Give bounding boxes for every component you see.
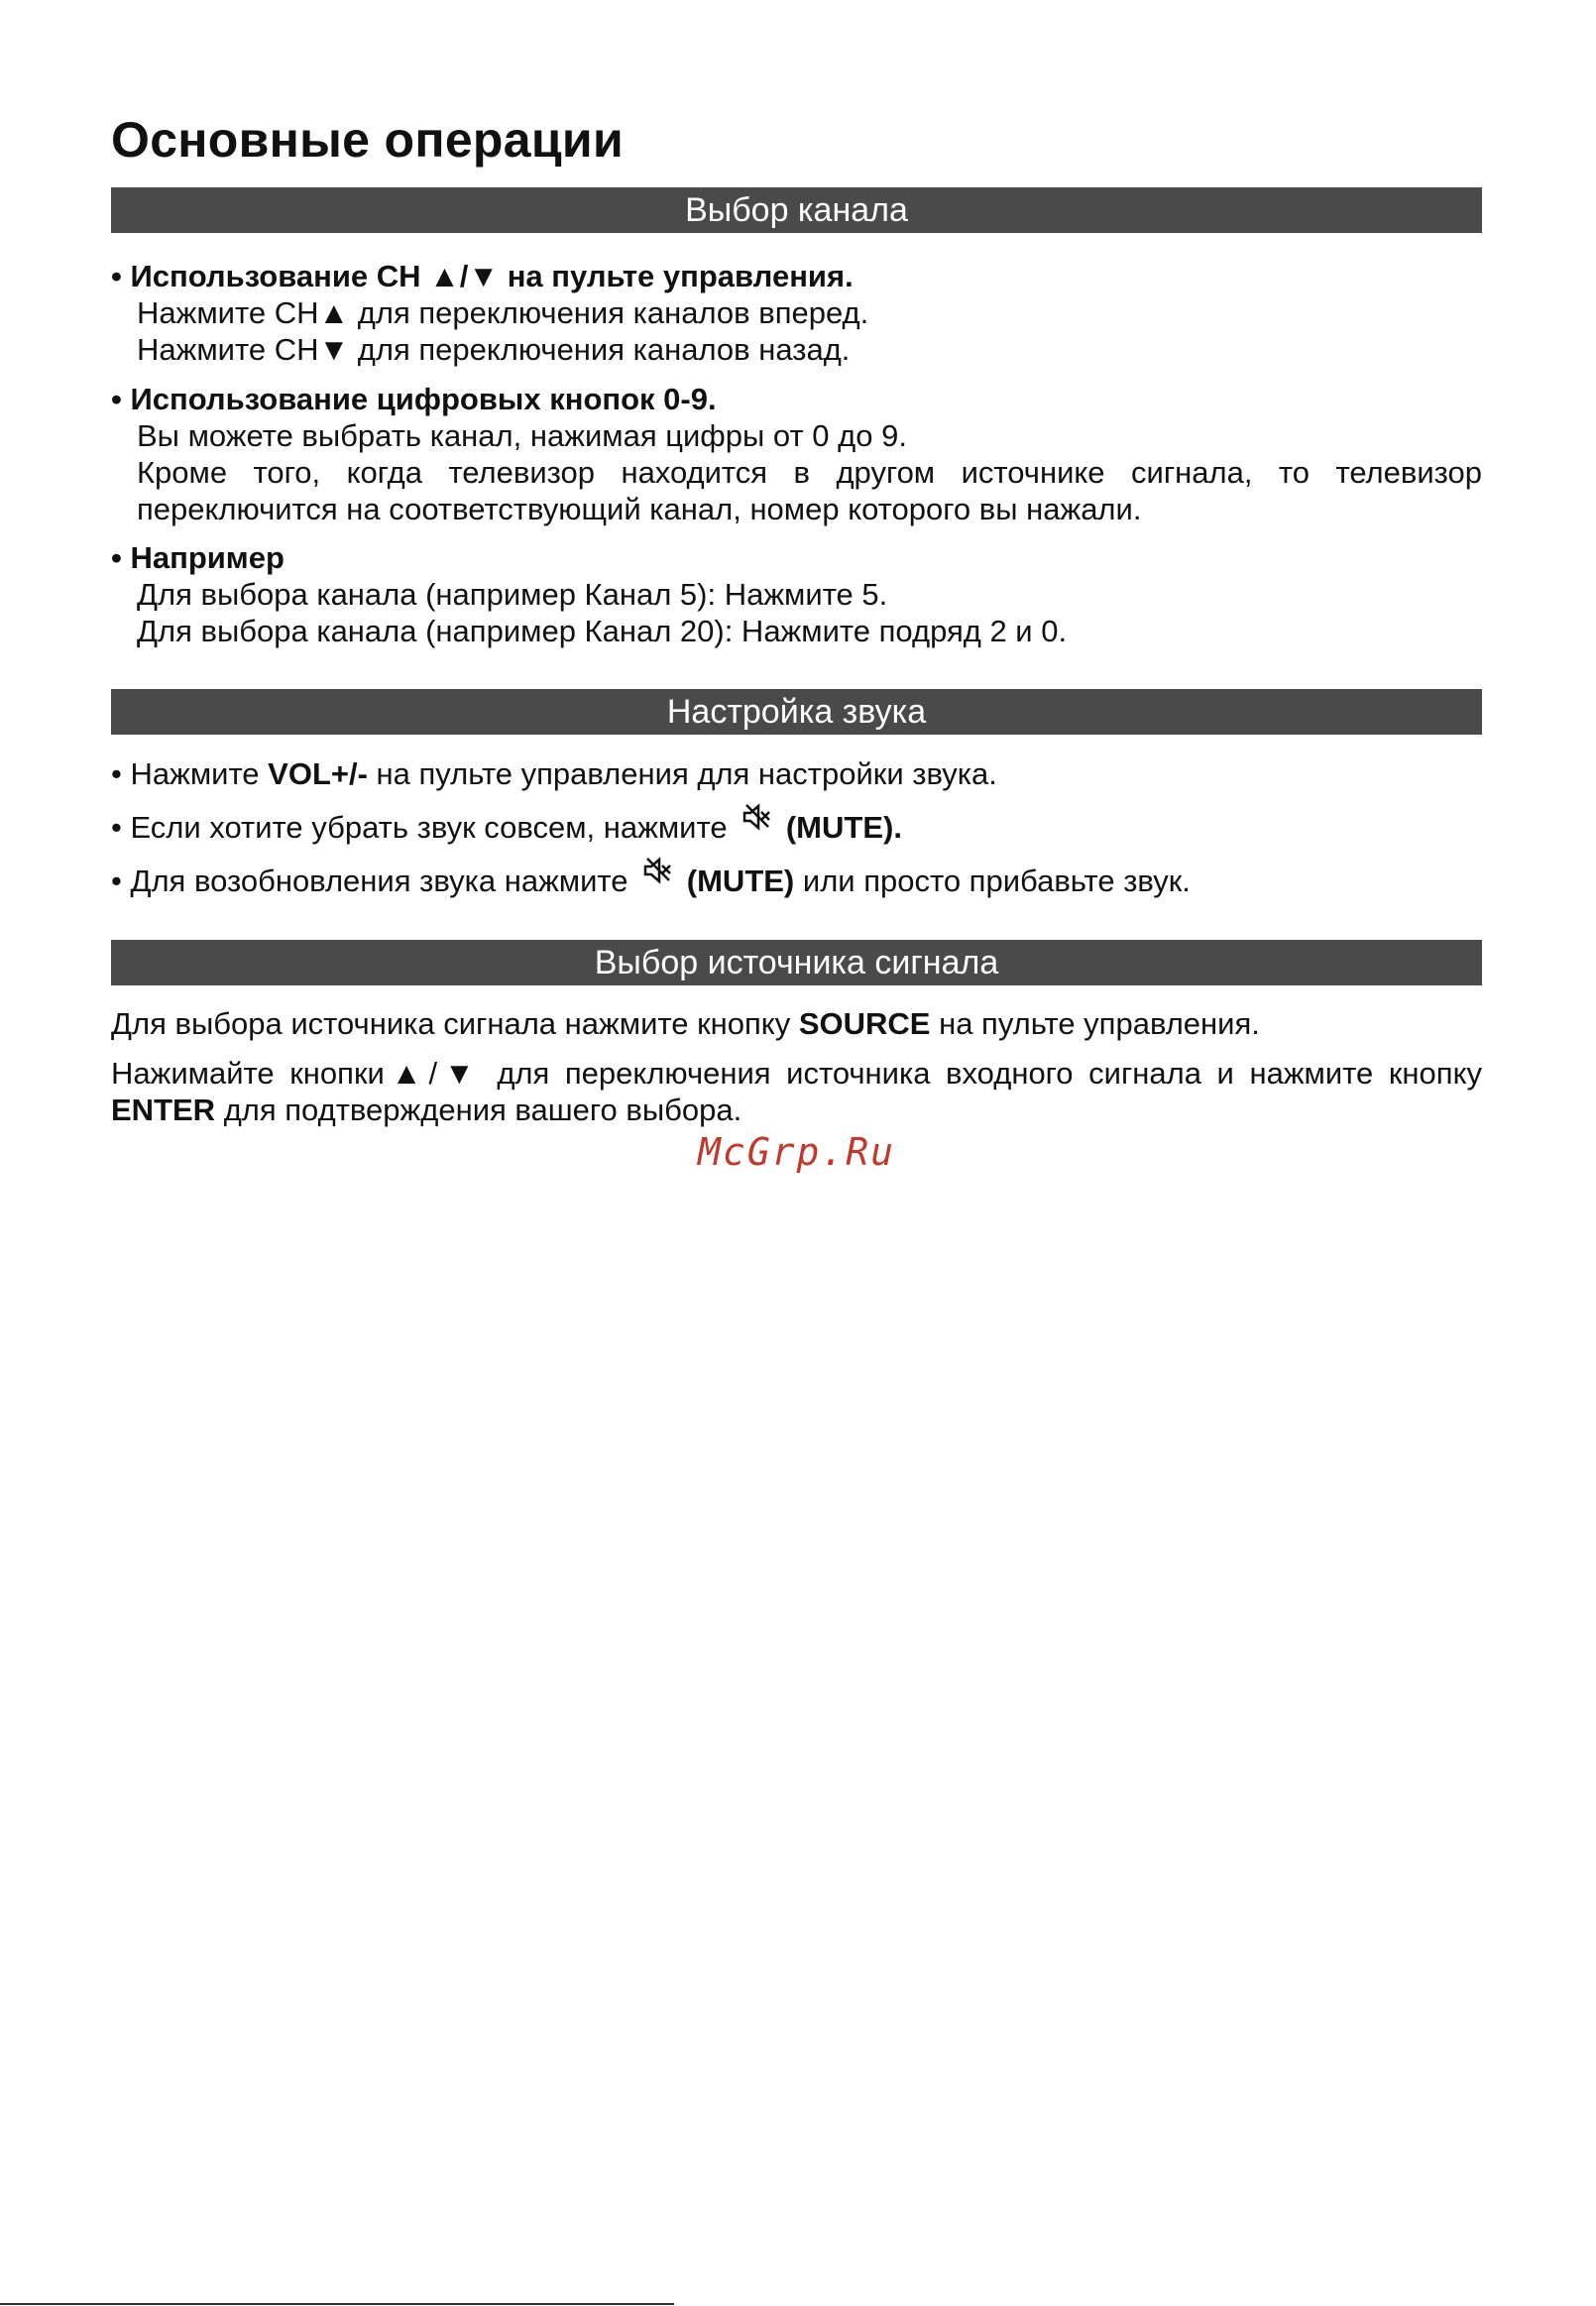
source-post: на пульте управления. [930,1006,1260,1041]
vol-key-label: VOL+/- [268,756,368,791]
bottom-rule [0,2303,674,2305]
sound-unmute-pre: • Для возобновления звука нажмите [111,864,628,898]
source-paragraph-2 [111,1055,1482,1128]
sound-line-unmute [111,863,1482,899]
source-enter-text [111,1055,1482,1128]
digit-other-source-paragraph [111,454,1482,527]
enter-key-label: ENTER [111,1093,216,1127]
source-enter-pre: Нажимайте кнопки▲/▼ для переключения источника входного сигнала и нажмите кнопку [111,1056,1482,1091]
sound-line-vol [111,755,1482,792]
source-key-label: SOURCE [798,1006,931,1041]
sound-vol-pre: • Нажмите [111,756,269,791]
source-line-1 [111,1005,1482,1042]
sound-unmute-post: или просто прибавьте звук. [794,864,1191,898]
sound-vol-post: на пульте управления для настройки звука. [367,756,997,791]
mute-key-label: (MUTE). [785,810,902,845]
mute-icon [642,856,672,885]
channel-section-body [111,258,1482,368]
source-pre: Для выбора источника сигнала нажмите кнопку [111,1006,799,1041]
ch-up-instruction: Нажмите CH▲ для переключения каналов вперед. [137,295,869,330]
source-enter-post: для подтверждения вашего выбора. [215,1093,742,1127]
mute-icon [741,802,771,832]
bullet-example: • Например [111,540,285,575]
digit-instruction: Вы можете выбрать канал, нажимая цифры от 0 до 9. [137,418,907,453]
section-header-channel: Выбор канала [111,187,1482,233]
bullet-ch-buttons: • Использование CH ▲/▼ на пульте управления. [111,259,854,293]
digit-buttons-block [111,381,1482,527]
example-channel-5: Для выбора канала (например Канал 5): Нажмите 5. [137,577,888,612]
example-channel-20: Для выбора канала (например Канал 20): Нажмите подряд 2 и 0. [137,614,1068,648]
sound-mute-pre: • Если хотите убрать звук совсем, нажмите [111,810,728,845]
section-header-source: Выбор источника сигнала [111,940,1482,985]
ch-down-instruction: Нажмите CH▼ для переключения каналов назад. [137,332,851,367]
digit-other-source-text: Кроме того, когда телевизор находится в другом источнике сигнала, то телевизор переключится на соответствующий канал, номер которого вы нажали. [137,455,1482,526]
page-title: Основные операции [111,112,624,168]
watermark: McGrp.Ru [697,1130,896,1174]
mute-key-label: (MUTE) [686,864,795,898]
sound-line-mute [111,809,1482,846]
example-block [111,539,1482,649]
section-header-sound: Настройка звука [111,689,1482,735]
bullet-digit-buttons: • Использование цифровых кнопок 0-9. [111,382,717,416]
